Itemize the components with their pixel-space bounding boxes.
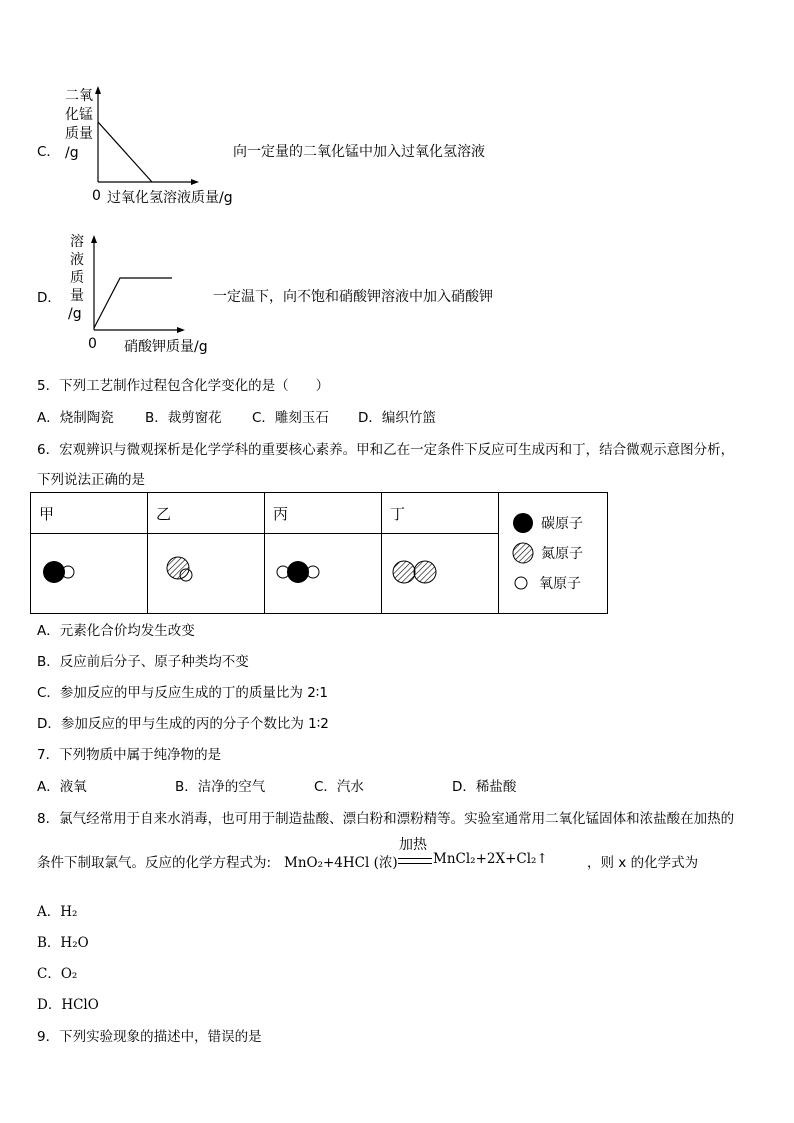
n2-molecule-icon [382, 534, 490, 609]
graph-d-x-arrow [177, 327, 185, 333]
graph-d-y-label: 量 [70, 288, 84, 304]
molecule-ding [382, 534, 499, 614]
graph-d-origin: 0 [88, 336, 97, 352]
co-molecule-icon [31, 534, 139, 609]
q8-option-a: A．H₂ [37, 904, 78, 920]
graph-c-y-label: /g [65, 145, 79, 161]
co2-molecule-icon [265, 534, 373, 609]
q8-equation-condition: 加热 [399, 837, 427, 853]
q8-stem-suffix: ，则 x 的化学式为 [587, 855, 699, 871]
header-ding: 丁 [382, 493, 499, 534]
graph-c-y-arrow [95, 86, 101, 94]
molecule-jia [31, 534, 148, 614]
graph-d-x-label: 硝酸钾质量/g [124, 339, 208, 355]
q6-stem-line1: 6．宏观辨识与微观探析是化学学科的重要核心素养。甲和乙在一定条件下反应可生成丙和丁，结合微观示意图分析， [37, 442, 735, 458]
graph-d-y-label: /g [68, 306, 82, 322]
legend-carbon-label: 碳原子 [541, 516, 583, 532]
graph-c-x-label: 过氧化氢溶液质量/g [107, 190, 233, 206]
molecule-yi [148, 534, 265, 614]
q8-stem-prefix: 条件下制取氯气。反应的化学方程式为: [37, 855, 272, 871]
q7-option-a: A．液氧 [37, 779, 87, 795]
q7-option-d: D．稀盐酸 [452, 779, 517, 795]
atom-legend [499, 493, 608, 614]
graph-c-y-label: 质量 [65, 126, 93, 142]
q5-option-d: D．编织竹篮 [358, 410, 436, 426]
no-molecule-icon [148, 534, 256, 609]
graph-c-y-label: 二氧 [65, 88, 93, 104]
q6-option-d: D．参加反应的甲与生成的丙的分子个数比为 1∶2 [37, 716, 329, 732]
molecule-bing [265, 534, 382, 614]
graph-d-chart [62, 230, 222, 355]
q7-stem: 7．下列物质中属于纯净物的是 [37, 747, 222, 763]
graph-c-option-label: C． [37, 144, 60, 160]
q6-option-c: C．参加反应的甲与反应生成的丁的质量比为 2∶1 [37, 685, 328, 701]
q5-option-c: C．雕刻玉石 [252, 410, 329, 426]
graph-c-chart [60, 82, 240, 207]
q8-option-c: C．O₂ [37, 966, 78, 982]
q5-option-b: B．裁剪窗花 [145, 410, 222, 426]
graph-d-option-label: D． [37, 290, 61, 306]
q9-stem: 9．下列实验现象的描述中，错误的是 [37, 1029, 262, 1045]
q6-option-a: A．元素化合价均发生改变 [37, 623, 195, 639]
q8-equation-sign [398, 858, 432, 864]
legend-oxygen [499, 568, 607, 598]
header-bing: 丙 [265, 493, 382, 534]
q6-option-b: B．反应前后分子、原子种类均不变 [37, 654, 249, 670]
q6-stem-line2: 下列说法正确的是 [37, 472, 145, 488]
legend-carbon [499, 508, 607, 538]
legend-nitrogen-label: 氮原子 [541, 546, 583, 562]
header-yi: 乙 [148, 493, 265, 534]
graph-d-y-label: 溶 [70, 234, 84, 250]
graph-c-y-label: 化锰 [65, 107, 93, 123]
q5-stem: 5．下列工艺制作过程包含化学变化的是（ ） [37, 378, 330, 394]
q8-equation-products: MnCl₂+2X+Cl₂↑ [433, 851, 548, 867]
legend-oxygen-label: 氧原子 [539, 576, 581, 592]
graph-d-y-label: 液 [70, 252, 84, 268]
molecule-table [30, 492, 608, 614]
q8-stem-line1: 8．氯气经常用于自来水消毒，也可用于制造盐酸、漂白粉和漂粉精等。实验室通常用二氧化锰固体和浓盐酸在加热的 [37, 811, 735, 827]
q8-equation-reactants: MnO₂+4HCl (浓) [284, 855, 398, 871]
graph-d-description: 一定温下，向不饱和硝酸钾溶液中加入硝酸钾 [213, 289, 493, 305]
header-jia: 甲 [31, 493, 148, 534]
graph-c-description: 向一定量的二氧化锰中加入过氧化氢溶液 [233, 144, 485, 160]
q8-option-d: D．HClO [37, 997, 99, 1013]
graph-d-y-arrow [91, 235, 97, 243]
oxygen-atom-icon [511, 571, 535, 595]
nitrogen-atom-icon [511, 541, 535, 565]
graph-c-origin: 0 [92, 188, 101, 204]
q5-option-a: A．烧制陶瓷 [37, 410, 114, 426]
legend-nitrogen [499, 538, 607, 568]
graph-d-curve [94, 278, 172, 328]
carbon-atom-icon [511, 511, 535, 535]
graph-c-curve [98, 122, 152, 182]
graph-c-x-arrow [191, 179, 199, 185]
q7-option-c: C．汽水 [314, 779, 364, 795]
q7-option-b: B．洁净的空气 [175, 779, 266, 795]
graph-d-y-label: 质 [70, 270, 84, 286]
q8-option-b: B．H₂O [37, 935, 89, 951]
